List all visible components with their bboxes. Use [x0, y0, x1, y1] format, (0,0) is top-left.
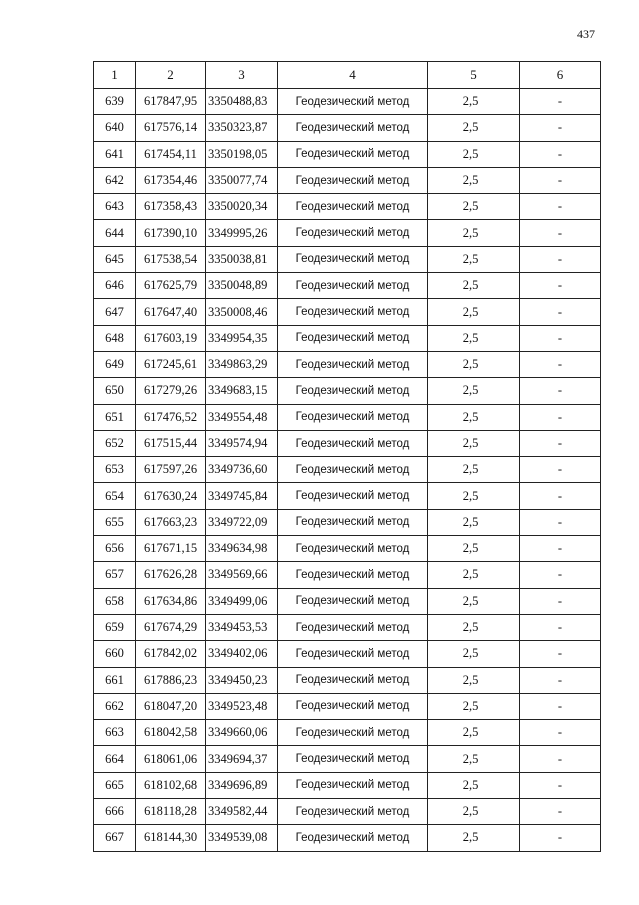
cell-accuracy: 2,5: [428, 536, 520, 562]
cell-method: Геодезический метод: [278, 299, 428, 325]
cell-accuracy: 2,5: [428, 220, 520, 246]
table-row: [94, 325, 601, 351]
table-row: [94, 825, 601, 851]
cell-y-coordinate: 3350488,83: [206, 89, 278, 115]
table-row: [94, 746, 601, 772]
cell-accuracy: 2,5: [428, 351, 520, 377]
cell-method: Геодезический метод: [278, 378, 428, 404]
cell-y-coordinate: 3349554,48: [206, 404, 278, 430]
cell-method: Геодезический метод: [278, 483, 428, 509]
cell-method: Геодезический метод: [278, 457, 428, 483]
cell-row-number: 649: [94, 351, 136, 377]
cell-y-coordinate: 3350048,89: [206, 273, 278, 299]
cell-y-coordinate: 3349634,98: [206, 536, 278, 562]
table-row: [94, 141, 601, 167]
page-number: 437: [577, 27, 595, 41]
cell-x-coordinate: 617245,61: [136, 351, 206, 377]
cell-row-number: 660: [94, 641, 136, 667]
cell-y-coordinate: 3349569,66: [206, 562, 278, 588]
cell-y-coordinate: 3349683,15: [206, 378, 278, 404]
table-row: [94, 614, 601, 640]
cell-method: Геодезический метод: [278, 641, 428, 667]
cell-row-number: 667: [94, 825, 136, 851]
table-row: [94, 89, 601, 115]
cell-accuracy: 2,5: [428, 299, 520, 325]
header-col-2: 2: [136, 62, 206, 89]
cell-note: -: [520, 562, 601, 588]
cell-note: -: [520, 509, 601, 535]
cell-note: -: [520, 693, 601, 719]
cell-method: Геодезический метод: [278, 115, 428, 141]
table-row: [94, 536, 601, 562]
table-row: [94, 351, 601, 377]
table-row: [94, 562, 601, 588]
table-row: [94, 509, 601, 535]
cell-accuracy: 2,5: [428, 167, 520, 193]
cell-y-coordinate: 3349499,06: [206, 588, 278, 614]
cell-method: Геодезический метод: [278, 220, 428, 246]
table-row: [94, 483, 601, 509]
cell-y-coordinate: 3349402,06: [206, 641, 278, 667]
cell-x-coordinate: 617674,29: [136, 614, 206, 640]
header-col-6: 6: [520, 62, 601, 89]
cell-row-number: 655: [94, 509, 136, 535]
header-col-1: 1: [94, 62, 136, 89]
table-row: [94, 457, 601, 483]
cell-accuracy: 2,5: [428, 115, 520, 141]
cell-note: -: [520, 720, 601, 746]
cell-x-coordinate: 618042,58: [136, 720, 206, 746]
cell-method: Геодезический метод: [278, 667, 428, 693]
cell-method: Геодезический метод: [278, 194, 428, 220]
cell-note: -: [520, 667, 601, 693]
cell-accuracy: 2,5: [428, 720, 520, 746]
cell-x-coordinate: 617630,24: [136, 483, 206, 509]
cell-note: -: [520, 167, 601, 193]
cell-accuracy: 2,5: [428, 141, 520, 167]
cell-y-coordinate: 3349954,35: [206, 325, 278, 351]
cell-x-coordinate: 617279,26: [136, 378, 206, 404]
cell-accuracy: 2,5: [428, 325, 520, 351]
cell-row-number: 647: [94, 299, 136, 325]
cell-method: Геодезический метод: [278, 693, 428, 719]
cell-accuracy: 2,5: [428, 404, 520, 430]
table-row: [94, 273, 601, 299]
table-row: [94, 720, 601, 746]
cell-x-coordinate: 617454,11: [136, 141, 206, 167]
cell-x-coordinate: 617597,26: [136, 457, 206, 483]
cell-row-number: 653: [94, 457, 136, 483]
table-row: [94, 299, 601, 325]
cell-row-number: 664: [94, 746, 136, 772]
cell-accuracy: 2,5: [428, 194, 520, 220]
cell-x-coordinate: 617538,54: [136, 246, 206, 272]
cell-method: Геодезический метод: [278, 325, 428, 351]
cell-note: -: [520, 220, 601, 246]
cell-method: Геодезический метод: [278, 89, 428, 115]
cell-y-coordinate: 3349450,23: [206, 667, 278, 693]
cell-x-coordinate: 617847,95: [136, 89, 206, 115]
cell-method: Геодезический метод: [278, 562, 428, 588]
cell-accuracy: 2,5: [428, 825, 520, 851]
header-col-4: 4: [278, 62, 428, 89]
cell-accuracy: 2,5: [428, 588, 520, 614]
cell-row-number: 666: [94, 799, 136, 825]
cell-y-coordinate: 3349995,26: [206, 220, 278, 246]
cell-accuracy: 2,5: [428, 614, 520, 640]
cell-y-coordinate: 3349574,94: [206, 430, 278, 456]
cell-accuracy: 2,5: [428, 430, 520, 456]
cell-y-coordinate: 3349736,60: [206, 457, 278, 483]
cell-x-coordinate: 617886,23: [136, 667, 206, 693]
cell-y-coordinate: 3349660,06: [206, 720, 278, 746]
cell-x-coordinate: 617671,15: [136, 536, 206, 562]
cell-note: -: [520, 799, 601, 825]
cell-y-coordinate: 3350198,05: [206, 141, 278, 167]
table-header-row: [94, 62, 601, 89]
cell-note: -: [520, 641, 601, 667]
cell-method: Геодезический метод: [278, 141, 428, 167]
cell-note: -: [520, 614, 601, 640]
cell-row-number: 641: [94, 141, 136, 167]
cell-note: -: [520, 246, 601, 272]
cell-method: Геодезический метод: [278, 799, 428, 825]
coordinates-table: [93, 61, 601, 852]
cell-y-coordinate: 3350323,87: [206, 115, 278, 141]
cell-x-coordinate: 617476,52: [136, 404, 206, 430]
cell-x-coordinate: 617515,44: [136, 430, 206, 456]
cell-y-coordinate: 3349722,09: [206, 509, 278, 535]
cell-method: Геодезический метод: [278, 430, 428, 456]
cell-x-coordinate: 617625,79: [136, 273, 206, 299]
table-row: [94, 799, 601, 825]
cell-accuracy: 2,5: [428, 693, 520, 719]
cell-row-number: 645: [94, 246, 136, 272]
cell-x-coordinate: 618144,30: [136, 825, 206, 851]
cell-y-coordinate: 3349523,48: [206, 693, 278, 719]
cell-accuracy: 2,5: [428, 246, 520, 272]
cell-method: Геодезический метод: [278, 588, 428, 614]
cell-x-coordinate: 617603,19: [136, 325, 206, 351]
cell-x-coordinate: 617647,40: [136, 299, 206, 325]
cell-method: Геодезический метод: [278, 825, 428, 851]
table-body: [94, 89, 601, 852]
cell-note: -: [520, 89, 601, 115]
table-row: [94, 246, 601, 272]
cell-accuracy: 2,5: [428, 641, 520, 667]
cell-note: -: [520, 588, 601, 614]
cell-y-coordinate: 3349453,53: [206, 614, 278, 640]
cell-method: Геодезический метод: [278, 509, 428, 535]
cell-method: Геодезический метод: [278, 273, 428, 299]
table-row: [94, 430, 601, 456]
table-row: [94, 693, 601, 719]
table-row: [94, 641, 601, 667]
cell-accuracy: 2,5: [428, 799, 520, 825]
cell-y-coordinate: 3349696,89: [206, 772, 278, 798]
table-row: [94, 167, 601, 193]
cell-row-number: 642: [94, 167, 136, 193]
cell-row-number: 639: [94, 89, 136, 115]
cell-row-number: 652: [94, 430, 136, 456]
cell-method: Геодезический метод: [278, 614, 428, 640]
cell-y-coordinate: 3349539,08: [206, 825, 278, 851]
cell-x-coordinate: 617634,86: [136, 588, 206, 614]
cell-row-number: 656: [94, 536, 136, 562]
cell-accuracy: 2,5: [428, 509, 520, 535]
cell-row-number: 651: [94, 404, 136, 430]
table-row: [94, 378, 601, 404]
cell-row-number: 654: [94, 483, 136, 509]
table-row: [94, 404, 601, 430]
table-row: [94, 194, 601, 220]
cell-accuracy: 2,5: [428, 273, 520, 299]
cell-accuracy: 2,5: [428, 746, 520, 772]
cell-note: -: [520, 404, 601, 430]
cell-row-number: 658: [94, 588, 136, 614]
cell-x-coordinate: 617354,46: [136, 167, 206, 193]
table-row: [94, 772, 601, 798]
cell-x-coordinate: 618102,68: [136, 772, 206, 798]
cell-x-coordinate: 617390,10: [136, 220, 206, 246]
cell-note: -: [520, 273, 601, 299]
cell-method: Геодезический метод: [278, 746, 428, 772]
cell-note: -: [520, 457, 601, 483]
cell-accuracy: 2,5: [428, 772, 520, 798]
header-col-3: 3: [206, 62, 278, 89]
cell-method: Геодезический метод: [278, 772, 428, 798]
cell-row-number: 640: [94, 115, 136, 141]
cell-accuracy: 2,5: [428, 562, 520, 588]
cell-accuracy: 2,5: [428, 378, 520, 404]
table-row: [94, 667, 601, 693]
cell-row-number: 648: [94, 325, 136, 351]
cell-note: -: [520, 351, 601, 377]
cell-note: -: [520, 115, 601, 141]
cell-note: -: [520, 746, 601, 772]
cell-y-coordinate: 3349694,37: [206, 746, 278, 772]
cell-note: -: [520, 194, 601, 220]
cell-y-coordinate: 3350008,46: [206, 299, 278, 325]
cell-row-number: 663: [94, 720, 136, 746]
cell-method: Геодезический метод: [278, 720, 428, 746]
cell-row-number: 659: [94, 614, 136, 640]
table-row: [94, 220, 601, 246]
cell-method: Геодезический метод: [278, 246, 428, 272]
cell-row-number: 665: [94, 772, 136, 798]
cell-y-coordinate: 3350038,81: [206, 246, 278, 272]
cell-accuracy: 2,5: [428, 667, 520, 693]
cell-method: Геодезический метод: [278, 404, 428, 430]
cell-y-coordinate: 3349863,29: [206, 351, 278, 377]
cell-x-coordinate: 618047,20: [136, 693, 206, 719]
cell-note: -: [520, 299, 601, 325]
table-row: [94, 115, 601, 141]
cell-method: Геодезический метод: [278, 351, 428, 377]
header-col-5: 5: [428, 62, 520, 89]
cell-accuracy: 2,5: [428, 89, 520, 115]
cell-row-number: 650: [94, 378, 136, 404]
cell-y-coordinate: 3349582,44: [206, 799, 278, 825]
cell-x-coordinate: 618118,28: [136, 799, 206, 825]
cell-note: -: [520, 378, 601, 404]
cell-method: Геодезический метод: [278, 167, 428, 193]
cell-note: -: [520, 430, 601, 456]
cell-row-number: 643: [94, 194, 136, 220]
cell-row-number: 644: [94, 220, 136, 246]
table-row: [94, 588, 601, 614]
cell-x-coordinate: 617358,43: [136, 194, 206, 220]
cell-x-coordinate: 617576,14: [136, 115, 206, 141]
cell-x-coordinate: 617663,23: [136, 509, 206, 535]
cell-row-number: 657: [94, 562, 136, 588]
cell-note: -: [520, 772, 601, 798]
cell-x-coordinate: 617626,28: [136, 562, 206, 588]
cell-y-coordinate: 3350077,74: [206, 167, 278, 193]
cell-note: -: [520, 536, 601, 562]
cell-accuracy: 2,5: [428, 457, 520, 483]
cell-y-coordinate: 3350020,34: [206, 194, 278, 220]
cell-note: -: [520, 325, 601, 351]
cell-x-coordinate: 617842,02: [136, 641, 206, 667]
cell-row-number: 646: [94, 273, 136, 299]
cell-x-coordinate: 618061,06: [136, 746, 206, 772]
cell-accuracy: 2,5: [428, 483, 520, 509]
cell-note: -: [520, 825, 601, 851]
cell-row-number: 661: [94, 667, 136, 693]
cell-method: Геодезический метод: [278, 536, 428, 562]
cell-y-coordinate: 3349745,84: [206, 483, 278, 509]
cell-row-number: 662: [94, 693, 136, 719]
cell-note: -: [520, 483, 601, 509]
cell-note: -: [520, 141, 601, 167]
